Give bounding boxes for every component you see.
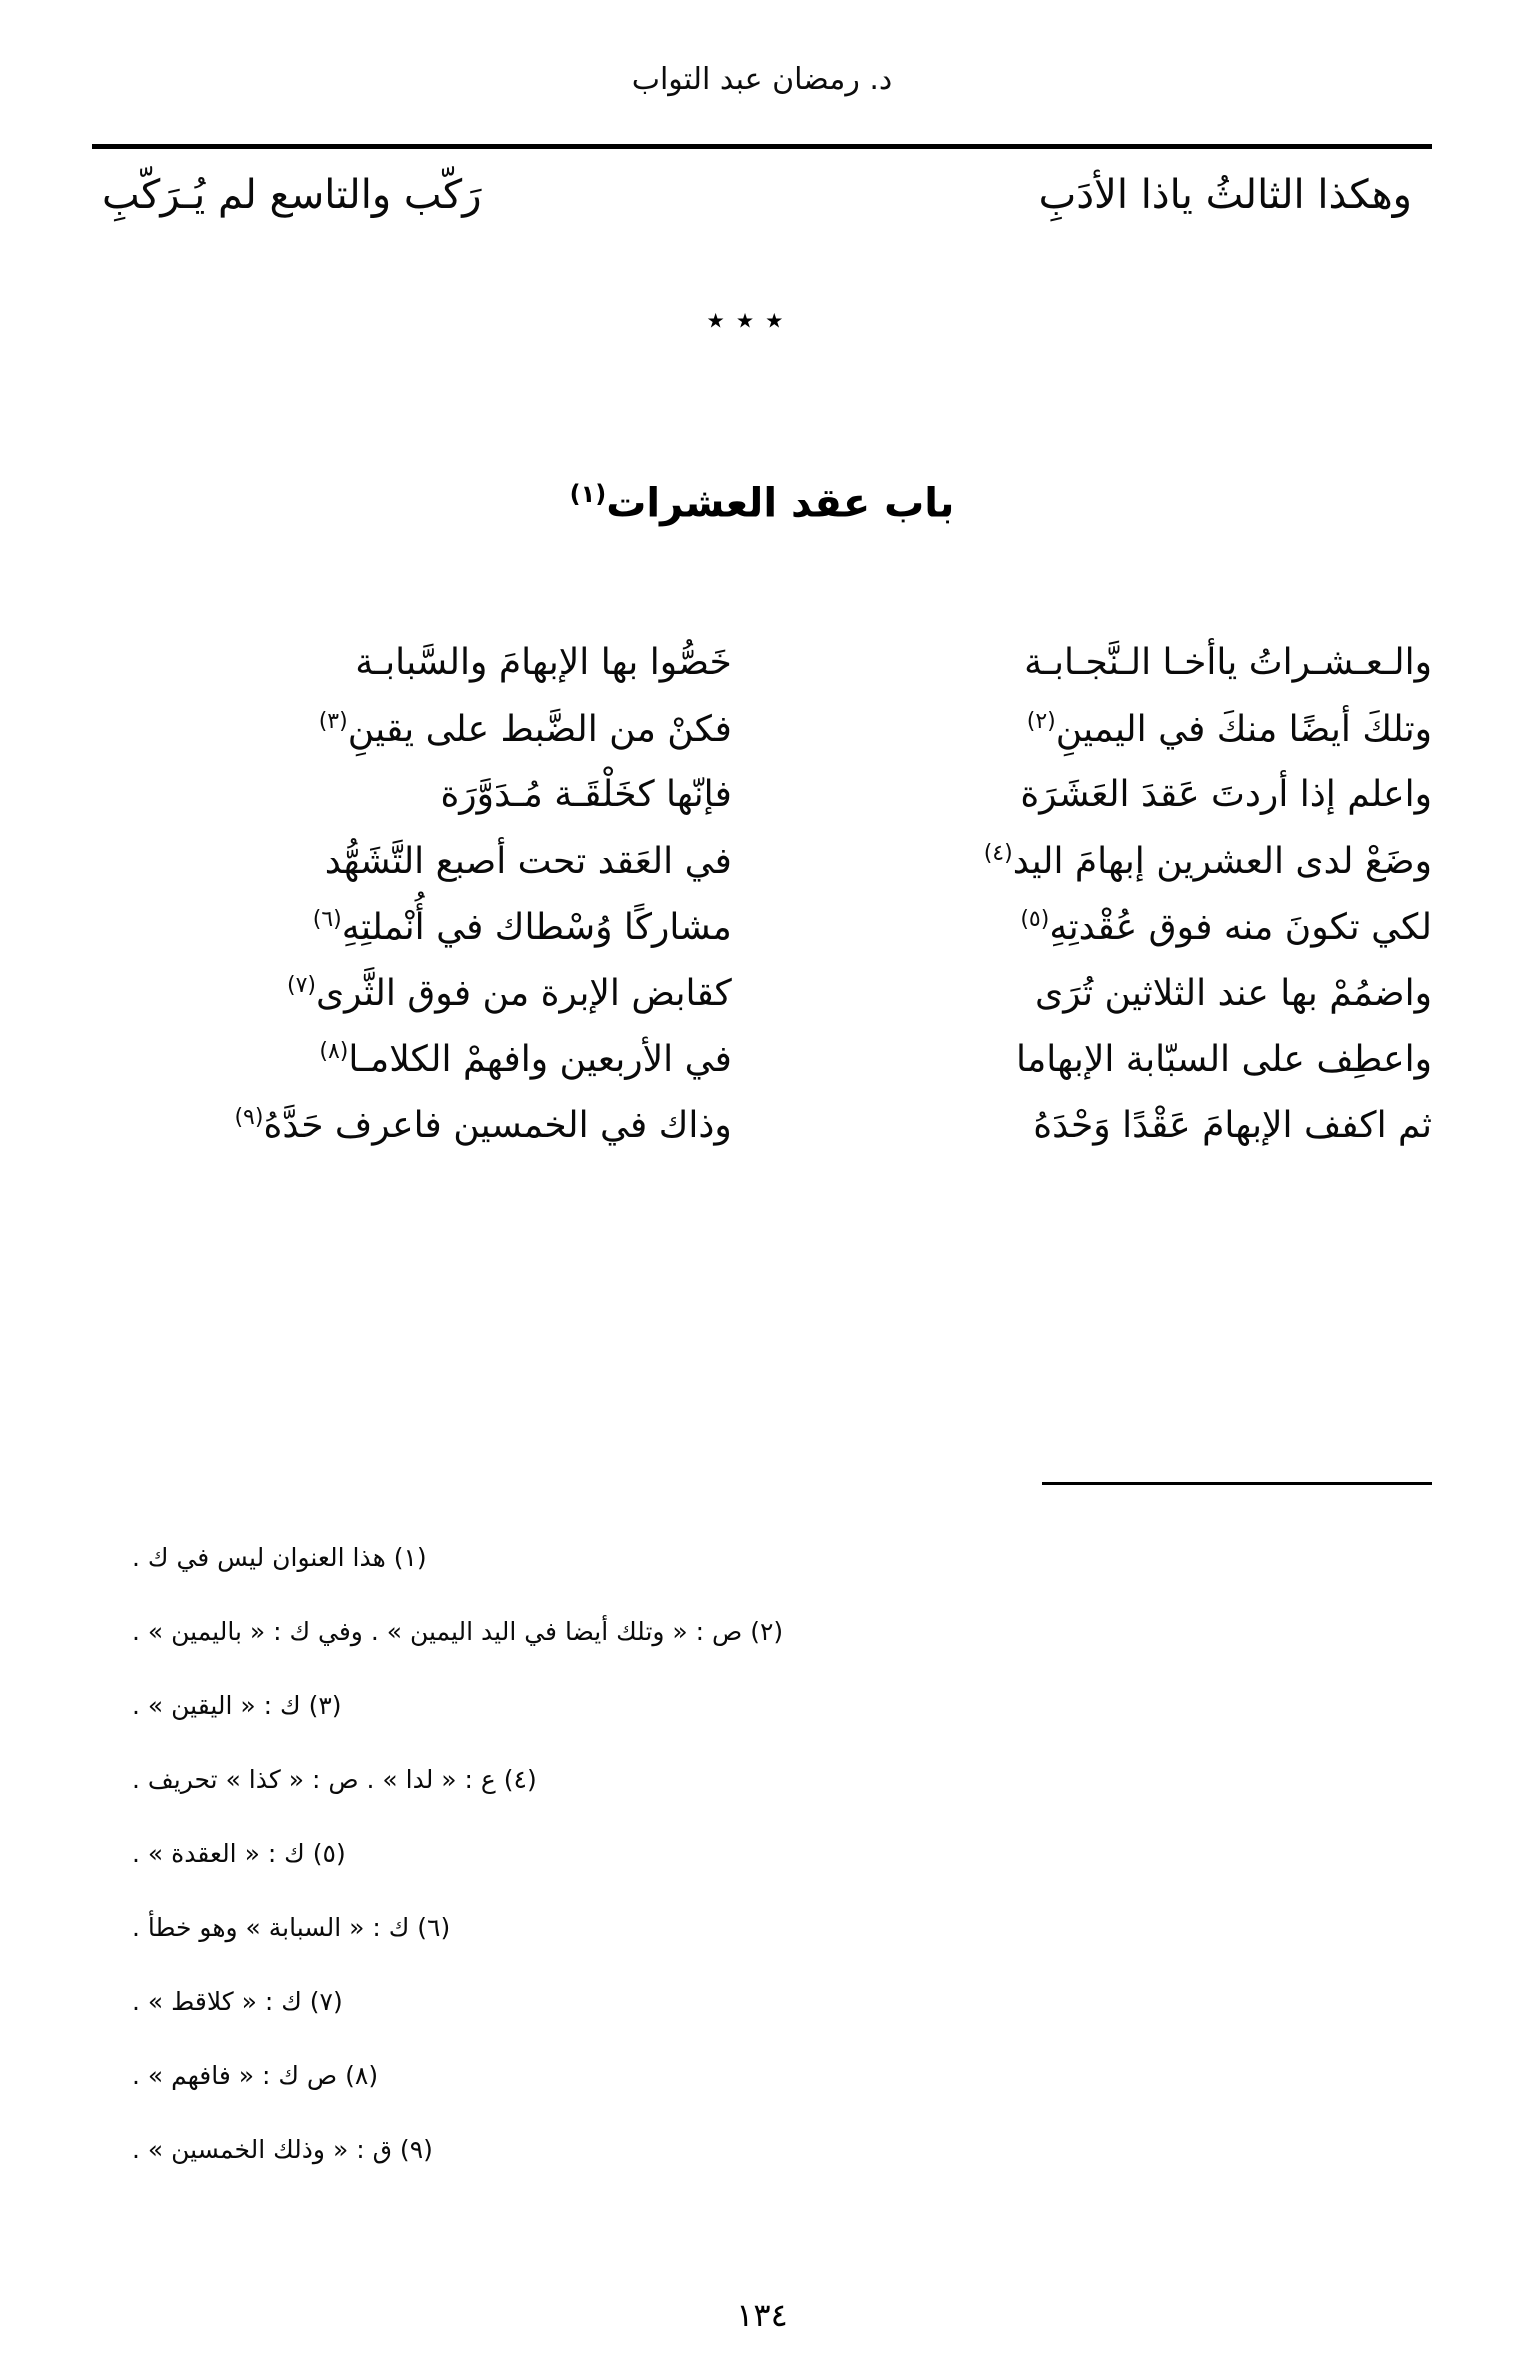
chapter-footnote-marker: (١) (569, 480, 607, 508)
hemistich-text: وتلكَ أيضًا منكَ في اليمينِ$^{(٢)}$ (1026, 709, 1432, 750)
footnotes-list (92, 1545, 1432, 2211)
hemistich-text: كقابض الإبرة من فوق الثَّرى$^{(٧)}$ (286, 973, 732, 1014)
chapter-title: باب عقد العشرات (606, 480, 955, 527)
poem-right-hemistich (784, 711, 1432, 748)
footnote-item (92, 1693, 1432, 1767)
poem-line (92, 774, 1432, 843)
header-rule (92, 144, 1432, 149)
footnote-number: (٧) (309, 1987, 343, 2016)
footnote-marker: (٧) (286, 973, 316, 998)
footnote-marker: (٦) (312, 907, 342, 932)
footnote-number: (١) (393, 1543, 427, 1572)
poem-left-hemistich (92, 1107, 732, 1144)
hemistich-text: فكنْ من الضَّبط على يقينِ$^{(٣)}$ (318, 709, 732, 750)
footnote-text: ق : « وذلك الخمسين » . (132, 2135, 400, 2164)
footnote-marker: (٨) (319, 1039, 349, 1064)
footnote-marker: (٣) (318, 709, 348, 734)
hemistich-text: مشاركًا وُسْطاك في أُنْملتِهِ$^{(٦)}$ (312, 907, 732, 948)
footnote-item (92, 1989, 1432, 2063)
poem-left-hemistich (92, 841, 732, 882)
top-verse-line (92, 168, 1432, 222)
hemistich-text: والـعـشـراتُ ياأخـا الـنَّجـابـة (1024, 642, 1432, 683)
top-verse-right-hemistich: وهكذا الثالثُ ياذا الأدَبِ (1038, 172, 1412, 218)
poem-right-hemistich (784, 1039, 1432, 1080)
footnote-item (92, 1915, 1432, 1989)
poem-right-hemistich (784, 909, 1432, 946)
footnote-number: (٨) (345, 2061, 379, 2090)
poem-left-hemistich (92, 774, 732, 815)
footnote-item (92, 1767, 1432, 1841)
footnote-item (92, 1619, 1432, 1693)
poem-line (92, 1041, 1432, 1107)
poem-left-hemistich (92, 1041, 732, 1078)
footnote-marker: (٤) (983, 841, 1013, 866)
footnote-marker: (٩) (234, 1105, 264, 1130)
asterisk-separator: ٭ ٭ ٭ (706, 300, 784, 340)
poem-line (92, 975, 1432, 1041)
footnote-text: ع : « لدا » . ص : « كذا » تحريف . (132, 1765, 504, 1794)
hemistich-text: واضمُمْ بها عند الثلاثين تُرَى (1035, 973, 1432, 1014)
hemistich-text: واعلم إذا أردتَ عَقدَ العَشَرَة (1020, 774, 1432, 815)
footnote-text: ك : « العقدة » . (132, 1839, 313, 1868)
poem-body (92, 642, 1432, 1173)
poem-right-hemistich (784, 1105, 1432, 1146)
hemistich-text: واعطِف على السبّابة الإبهاما (1015, 1039, 1432, 1080)
poem-line (92, 909, 1432, 975)
hemistich-text: وذاك في الخمسين فاعرف حَدَّهُ$^{(٩)}$ (234, 1105, 732, 1146)
footnote-number: (٤) (503, 1765, 537, 1794)
top-verse-left-hemistich: رَكّب والتاسع لم يُـرَكّبِ (102, 172, 482, 218)
footnote-text: ك : « كلاقط » . (132, 1987, 310, 2016)
footnote-number: (٩) (399, 2135, 433, 2164)
poem-left-hemistich (92, 711, 732, 748)
poem-left-hemistich (92, 909, 732, 946)
poem-left-hemistich (92, 975, 732, 1012)
poem-line (92, 843, 1432, 909)
footnote-number: (٥) (312, 1839, 346, 1868)
running-head: د. رمضان عبد التواب (631, 62, 893, 97)
footnote-text: هذا العنوان ليس في ك . (132, 1543, 394, 1572)
footnote-separator-rule (1042, 1482, 1432, 1485)
poem-right-hemistich (784, 843, 1432, 880)
footnote-item (92, 1545, 1432, 1619)
footnote-number: (٣) (308, 1691, 342, 1720)
poem-left-hemistich (92, 642, 732, 683)
poem-line (92, 711, 1432, 777)
footnote-text: ك : « السبابة » وهو خطأ . (132, 1913, 418, 1942)
poem-right-hemistich (784, 642, 1432, 683)
hemistich-text: في العَقد تحت أصبع التَّشَهُّد (324, 841, 732, 882)
hemistich-text: فإنّها كخَلْقَـة مُـدَوَّرَة (440, 774, 732, 815)
footnote-number: (٢) (750, 1617, 784, 1646)
footnote-text: ص : « وتلك أيضا في اليد اليمين » . وفي ك : « باليمين » . (132, 1617, 751, 1646)
hemistich-text: خَصُّوا بها الإبهامَ والسَّبابـة (355, 642, 732, 683)
page-number: ١٣٤ (736, 2296, 788, 2334)
footnote-marker: (٥) (1020, 907, 1050, 932)
footnote-item (92, 2137, 1432, 2211)
poem-right-hemistich (784, 973, 1432, 1014)
footnote-text: ص ك : « فافهم » . (132, 2061, 346, 2090)
hemistich-text: وضَعْ لدى العشرين إبهامَ اليد$^{(٤)}$ (983, 841, 1432, 882)
hemistich-text: في الأربعين وافهمْ الكلامـا$^{(٨)}$ (319, 1039, 732, 1080)
hemistich-text: لكي تكونَ منه فوق عُقْدتِهِ$^{(٥)}$ (1020, 907, 1432, 948)
footnote-number: (٦) (417, 1913, 451, 1942)
footnote-item (92, 1841, 1432, 1915)
poem-line (92, 1107, 1432, 1173)
chapter-heading (0, 480, 1524, 526)
footnote-item (92, 2063, 1432, 2137)
footnote-marker: (٢) (1026, 709, 1056, 734)
poem-line (92, 642, 1432, 711)
hemistich-text: ثم اكفف الإبهامَ عَقْدًا وَحْدَهُ (1033, 1105, 1432, 1146)
footnote-text: ك : « اليقين » . (132, 1691, 309, 1720)
poem-right-hemistich (784, 774, 1432, 815)
